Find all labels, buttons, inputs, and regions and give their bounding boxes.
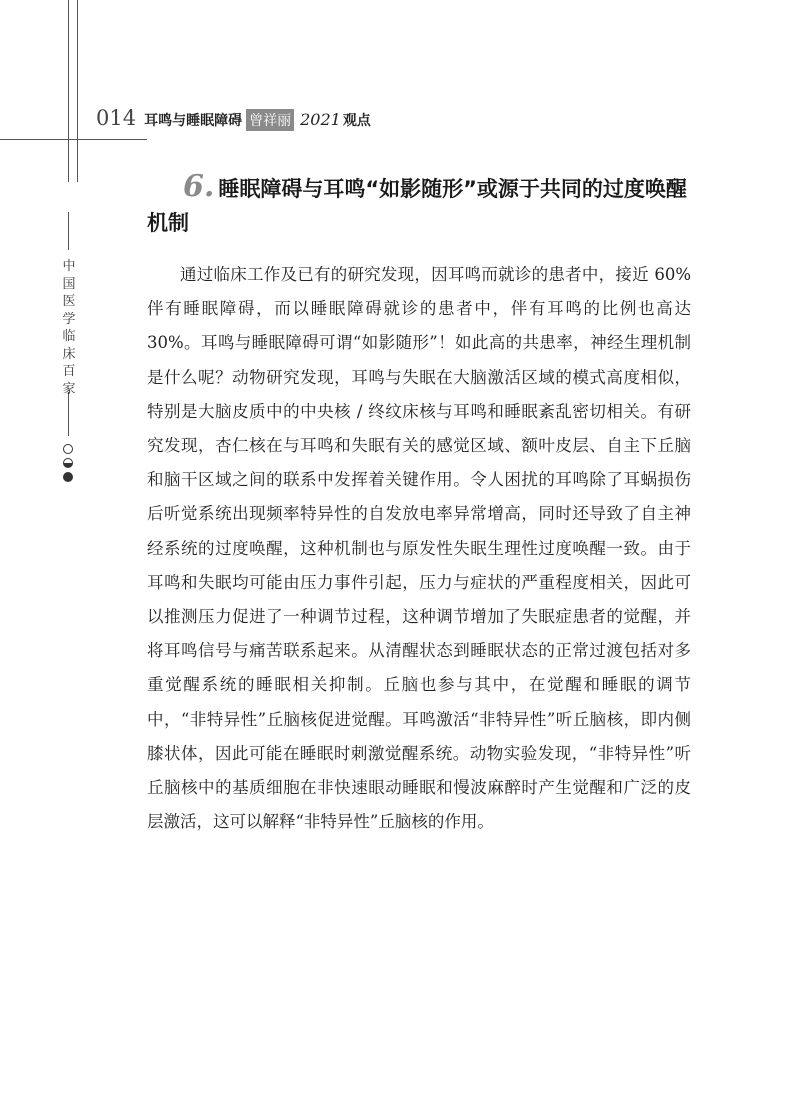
frame-line-horizontal: [0, 139, 147, 140]
section-title-text: 睡眠障碍与耳鸣“如影随形”或源于共同的过度唤醒机制: [147, 177, 687, 235]
year: 2021: [300, 110, 341, 129]
page-number: 014: [96, 106, 137, 130]
running-header: [96, 106, 371, 136]
filled-circle-icon: [63, 472, 73, 482]
series-side-label: 中国医学临床百家: [62, 259, 76, 397]
frame-line-vertical-inner: [77, 0, 78, 182]
empty-circle-icon: [63, 444, 73, 454]
half-filled-circle-icon: [63, 458, 73, 468]
year-suffix: 观点: [342, 113, 371, 129]
frame-line-vertical-outer: [68, 0, 69, 182]
decorative-circles: [63, 444, 75, 486]
section-heading: [147, 170, 707, 240]
side-line-lower: [68, 392, 69, 436]
body-paragraph: 通过临床工作及已有的研究发现，因耳鸣而就诊的患者中，接近 60% 伴有睡眠障碍，而以睡眠障碍就诊的患者中，伴有耳鸣的比例也高达 30%。耳鸣与睡眠障碍可谓“如影随形”！如此高的共患率，神经生理机制是什么呢？动物研究发现，耳鸣与失眠在大脑激活区域的模式高度相似，特别是大脑皮质中的中央核 / 终纹床核与耳鸣和睡眠紊乱密切相关。有研究发现，杏仁核在与耳鸣和失眠有关的感觉区域、额叶皮层、自主下丘脑和脑干区域之间的联系中发挥着关键作用。令人困扰的耳鸣除了耳蜗损伤后听觉系统出现频率特异性的自发放电率异常增高，同时还导致了自主神经系统的过度唤醒，这种机制也与原发性失眠生理性过度唤醒一致。由于耳鸣和失眠均可能由压力事件引起，压力与症状的严重程度相关，因此可以推测压力促进了一种调节过程，这种调节增加了失眠症患者的觉醒，并将耳鸣信号与痛苦联系起来。从清醒状态到睡眠状态的正常过渡包括对多重觉醒系统的睡眠相关抑制。丘脑也参与其中，在觉醒和睡眠的调节中，“非特异性”丘脑核促进觉醒。耳鸣激活“非特异性”听丘脑核，即内侧膝状体，因此可能在睡眠时刺激觉醒系统。动物实验发现，“非特异性”听丘脑核中的基质细胞在非快速眼动睡眠和慢波麻醉时产生觉醒和广泛的皮层激活，这可以解释“非特异性”丘脑核的作用。: [147, 265, 691, 832]
author-name: 曾祥丽: [246, 109, 294, 131]
section-number: 6.: [183, 169, 215, 204]
side-line-upper: [68, 212, 69, 250]
book-title: 耳鸣与睡眠障碍: [144, 113, 243, 129]
